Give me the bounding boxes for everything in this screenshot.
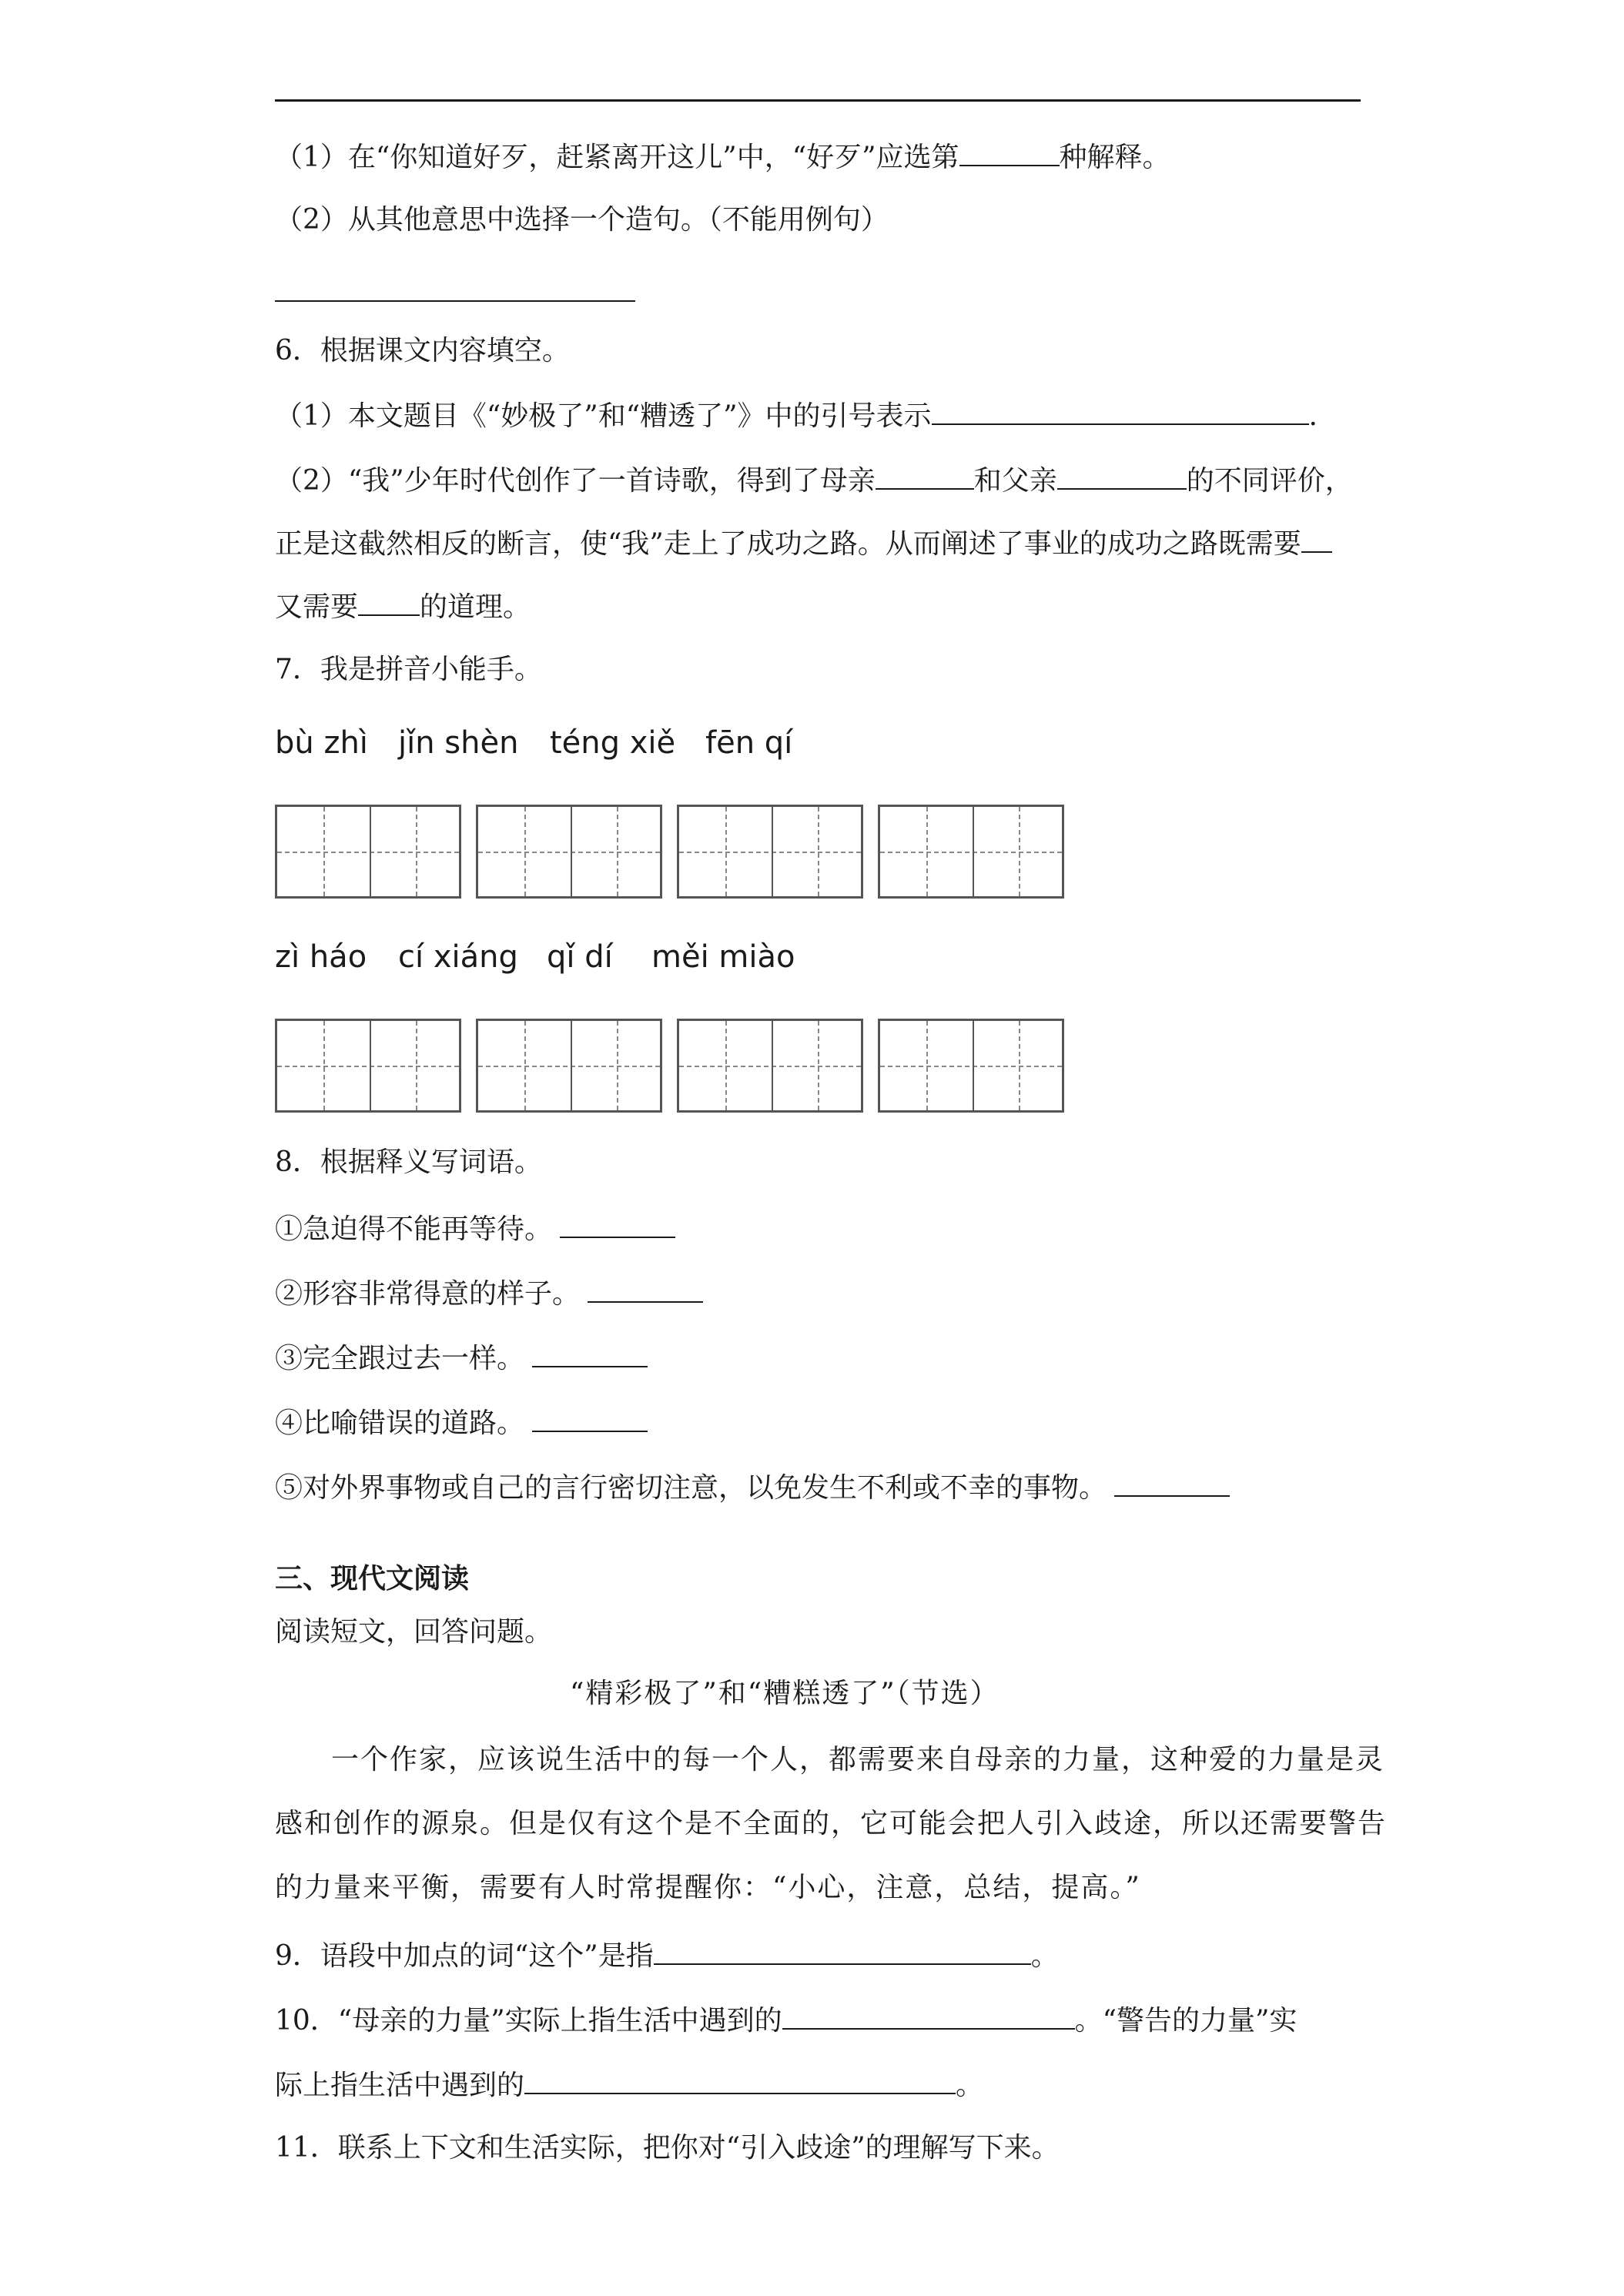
q6-need1-blank[interactable] [1301, 524, 1332, 553]
writing-grid[interactable] [476, 1019, 662, 1113]
q6-sub2-line2: 正是这截然相反的断言，使“我”走上了成功之路。从而阐述了事业的成功之路既需要 [275, 524, 1332, 563]
q6-father-blank[interactable] [1057, 460, 1187, 490]
q8-blank-1[interactable] [560, 1209, 675, 1238]
passage-line-1: 一个作家，应该说生活中的每一个人，都需要来自母亲的力量，这种爱的力量是灵 [331, 1744, 1385, 1776]
q5-sub2: （2）从其他意思中选择一个造句。（不能用例句） [275, 204, 889, 236]
q8-item-4: ④比喻错误的道路。 [275, 1403, 648, 1442]
q6-need2-blank[interactable] [358, 587, 420, 616]
q8-blank-3[interactable] [532, 1338, 648, 1367]
pinyin-4: fēn qí [705, 725, 793, 761]
q8-item-5: ⑤对外界事物或自己的言行密切注意，以免发生不利或不幸的事物。 [275, 1468, 1230, 1507]
q6-sub1-blank[interactable] [932, 396, 1309, 425]
q10-line1: 10．“母亲的力量”实际上指生活中遇到的 。“警告的力量”实 [275, 2000, 1297, 2040]
q9: 9．语段中加点的词“这个”是指 。 [275, 1936, 1059, 1975]
pinyin-6: cí xiáng [398, 939, 518, 975]
writing-grid[interactable] [677, 805, 863, 899]
passage-line-3: 的力量来平衡，需要有人时常提醒你：“小心，注意，总结，提高。” [275, 1872, 1141, 1903]
top-rule [275, 99, 1361, 102]
writing-grid[interactable] [275, 805, 461, 899]
q5-sub1: （1）在“你知道好歹，赶紧离开这儿”中，“好歹”应选第 种解释。 [275, 137, 1170, 176]
section-intro: 阅读短文，回答问题。 [275, 1616, 553, 1648]
q6-mother-blank[interactable] [876, 460, 974, 490]
writing-grid[interactable] [476, 805, 662, 899]
q11: 11．联系上下文和生活实际，把你对“引入歧途”的理解写下来。 [275, 2132, 1060, 2164]
pinyin-3: téng xiě [550, 725, 676, 761]
passage-line-2: 感和创作的源泉。但是仅有这个是不全面的，它可能会把人引入歧途，所以还需要警告 [275, 1808, 1388, 1839]
q8-title: 8．根据释义写词语。 [275, 1146, 542, 1178]
passage-title: “精彩极了”和“糟糕透了”（节选） [570, 1678, 1000, 1709]
q8-blank-2[interactable] [588, 1274, 703, 1303]
q9-blank[interactable] [654, 1936, 1031, 1965]
q10-blank-1[interactable] [782, 2000, 1075, 2030]
q8-item-1: ①急迫得不能再等待。 [275, 1209, 675, 1248]
pinyin-8: měi miào [651, 939, 795, 975]
q8-item-3: ③完全跟过去一样。 [275, 1338, 648, 1377]
q5-sub1-blank[interactable] [959, 137, 1060, 166]
q6-sub2-line1: （2）“我”少年时代创作了一首诗歌，得到了母亲 和父亲 的不同评价， [275, 460, 1353, 500]
pinyin-1: bù zhì [275, 725, 368, 761]
writing-grid[interactable] [275, 1019, 461, 1113]
q8-blank-4[interactable] [532, 1403, 648, 1432]
q7-title: 7．我是拼音小能手。 [275, 654, 542, 685]
q8-item-2: ②形容非常得意的样子。 [275, 1274, 703, 1313]
q8-blank-5[interactable] [1114, 1468, 1230, 1497]
writing-grid[interactable] [677, 1019, 863, 1113]
q6-title: 6．根据课文内容填空。 [275, 335, 570, 366]
writing-grid[interactable] [878, 1019, 1064, 1113]
pinyin-2: jǐn shèn [398, 725, 519, 761]
q5-sub2-answer-line[interactable] [275, 300, 635, 302]
pinyin-5: zì háo [275, 939, 367, 975]
q10-line2: 际上指生活中遇到的 。 [275, 2065, 983, 2104]
writing-grid[interactable] [878, 805, 1064, 899]
q10-blank-2[interactable] [524, 2065, 956, 2094]
pinyin-7: qǐ dí [547, 939, 613, 975]
q6-sub2-line3: 又需要 的道理。 [275, 587, 531, 626]
q6-sub1: （1）本文题目《“妙极了”和“糟透了”》中的引号表示 . [275, 396, 1318, 435]
section-heading: 三、现代文阅读 [275, 1562, 470, 1595]
